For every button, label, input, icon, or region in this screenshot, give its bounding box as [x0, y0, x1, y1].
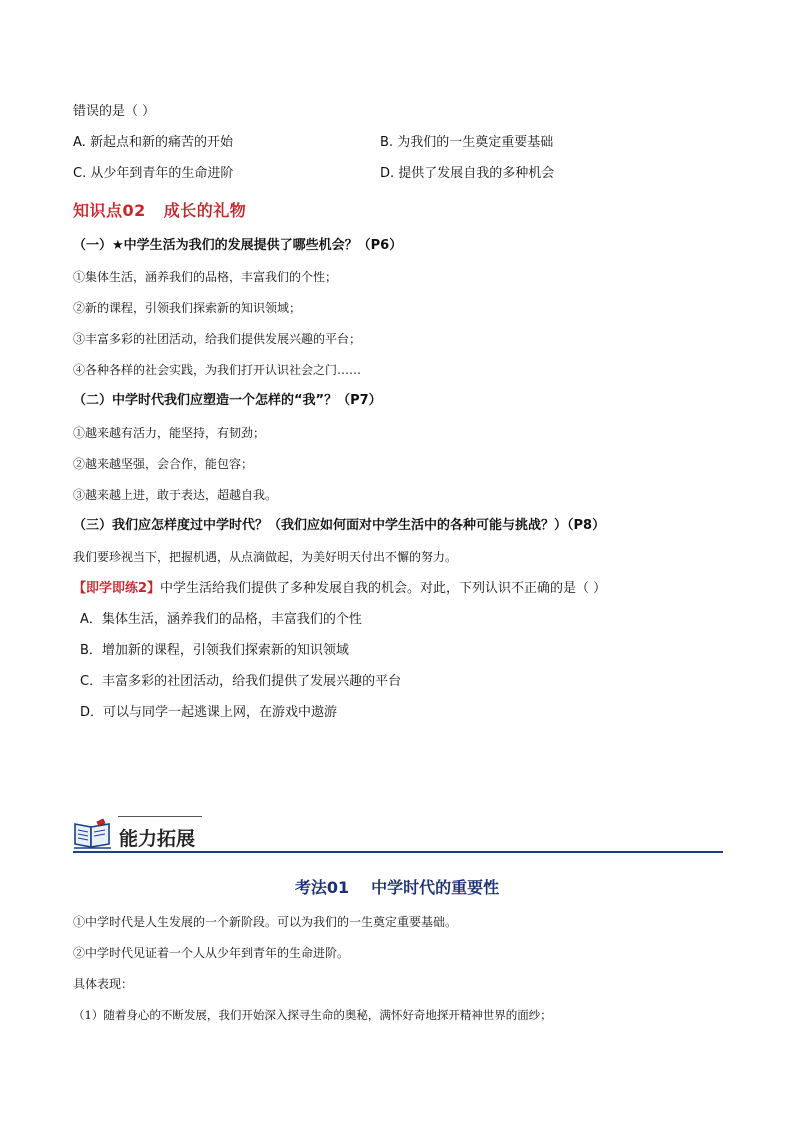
option-d [380, 165, 554, 183]
method-line: 具体表现： [73, 977, 134, 991]
practice-option-c: C．丰富多彩的社团活动，给我们提供了发展兴趣的平台 [80, 674, 402, 689]
knowledge-point-number: 知识点02 [73, 201, 146, 220]
method-number: 考法01 [294, 878, 350, 897]
section-1-item: ③丰富多彩的社团活动，给我们提供发展兴趣的平台； [73, 332, 362, 346]
practice-question [73, 580, 606, 598]
option-text: 从少年到青年的生命进阶 [90, 166, 234, 181]
section-1-item: ④各种各样的社会实践，为我们打开认识社会之门…… [73, 363, 362, 377]
section-question-2: （二）中学时代我们应塑造一个怎样的“我”？（P7） [73, 393, 382, 408]
section-1-item: ②新的课程，引领我们探索新的知识领域； [73, 301, 302, 315]
section-3-answer: 我们要珍视当下，把握机遇，从点滴做起，为美好明天付出不懈的努力。 [73, 550, 458, 564]
option-b [380, 134, 553, 152]
ability-section-label: 能力拓展 [119, 828, 196, 850]
question-stem-tail: 错误的是（ ） [73, 104, 156, 119]
method-heading [0, 875, 794, 898]
option-letter: B. [380, 135, 394, 150]
method-line: ②中学时代见证着一个人从少年到青年的生命进阶。 [73, 946, 350, 960]
section-1-item: ①集体生活，涵养我们的品格，丰富我们的个性； [73, 270, 338, 284]
option-text: 新起点和新的痛苦的开始 [89, 135, 233, 150]
method-line: （1）随着身心的不断发展，我们开始深入探寻生命的奥秘，满怀好奇地探开精神世界的面纱； [73, 1008, 552, 1022]
header-top-rule [118, 816, 202, 817]
knowledge-point-title: 成长的礼物 [163, 201, 247, 220]
section-2-item: ①越来越有活力，能坚持，有韧劲； [73, 426, 266, 440]
option-letter: C. [73, 166, 87, 181]
knowledge-point-heading [73, 198, 246, 221]
practice-option-d: D．可以与同学一起逃课上网，在游戏中遨游 [80, 705, 338, 720]
header-bottom-rule [73, 851, 723, 853]
option-text: 提供了发展自我的多种机会 [398, 166, 555, 181]
method-line: ①中学时代是人生发展的一个新阶段。可以为我们的一生奠定重要基础。 [73, 915, 458, 929]
option-letter: D. [380, 166, 395, 181]
section-question-3: （三）我们应怎样度过中学时代？（我们应如何面对中学生活中的各种可能与挑战？）（P8） [73, 518, 606, 533]
ability-section-header [73, 812, 723, 854]
practice-tag: 【即学即练2】 [73, 581, 161, 596]
option-a [73, 134, 233, 152]
practice-stem: 中学生活给我们提供了多种发展自我的机会。对此，下列认识不正确的是（ ） [160, 581, 607, 596]
practice-option-b: B．增加新的课程，引领我们探索新的知识领域 [80, 643, 349, 658]
book-icon [73, 818, 113, 850]
option-c [73, 165, 233, 183]
section-2-item: ③越来越上进，敢于表达，超越自我。 [73, 488, 278, 502]
option-letter: A. [73, 135, 86, 150]
section-question-1: （一）★中学生活为我们的发展提供了哪些机会？（P6） [73, 238, 403, 253]
section-2-item: ②越来越坚强，会合作，能包容； [73, 457, 254, 471]
method-title: 中学时代的重要性 [371, 878, 500, 897]
option-text: 为我们的一生奠定重要基础 [397, 135, 554, 150]
practice-option-a: A．集体生活，涵养我们的品格，丰富我们的个性 [80, 612, 362, 627]
